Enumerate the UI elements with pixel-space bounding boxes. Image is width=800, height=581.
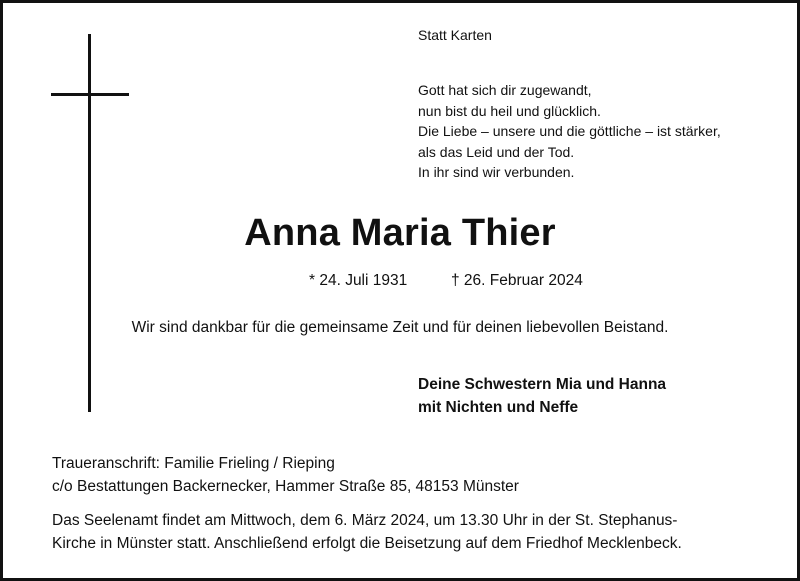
service-details: [52, 509, 682, 555]
family-line: mit Nichten und Neffe: [418, 399, 579, 416]
verse-line: als das Leid und der Tod.: [418, 143, 575, 160]
family-line: Deine Schwestern Mia und Hanna: [418, 376, 667, 393]
address-line: c/o Bestattungen Backernecker, Hammer Straße 85, 48153 Münster: [52, 478, 519, 495]
mourning-address: [52, 452, 519, 498]
verse-line: In ihr sind wir verbunden.: [418, 164, 575, 180]
deceased-name: Anna Maria Thier: [244, 212, 556, 254]
verse-line: Die Liebe – unsere und die göttliche – ist stärker,: [418, 123, 721, 139]
gratitude-statement: Wir sind dankbar für die gemeinsame Zeit und für deinen liebevollen Beistand.: [131, 319, 669, 336]
family-signature: [418, 373, 666, 419]
address-line: Traueranschrift: Familie Frieling / Rieping: [52, 455, 335, 472]
service-line: Das Seelenamt findet am Mittwoch, dem 6. März 2024, um 13.30 Uhr in der St. Stephanus-: [52, 512, 678, 529]
notice-header: Statt Karten: [418, 27, 492, 43]
memorial-verse: [418, 80, 721, 183]
verse-line: Gott hat sich dir zugewandt,: [418, 82, 592, 98]
death-date: † 26. Februar 2024: [451, 272, 583, 289]
verse-line: nun bist du heil und glücklich.: [418, 102, 601, 119]
birth-date: * 24. Juli 1931: [309, 272, 408, 289]
service-line: Kirche in Münster statt. Anschließend erfolgt die Beisetzung auf dem Friedhof Mecklenbeck.: [52, 535, 682, 552]
cross-horizontal-bar: [51, 93, 129, 96]
